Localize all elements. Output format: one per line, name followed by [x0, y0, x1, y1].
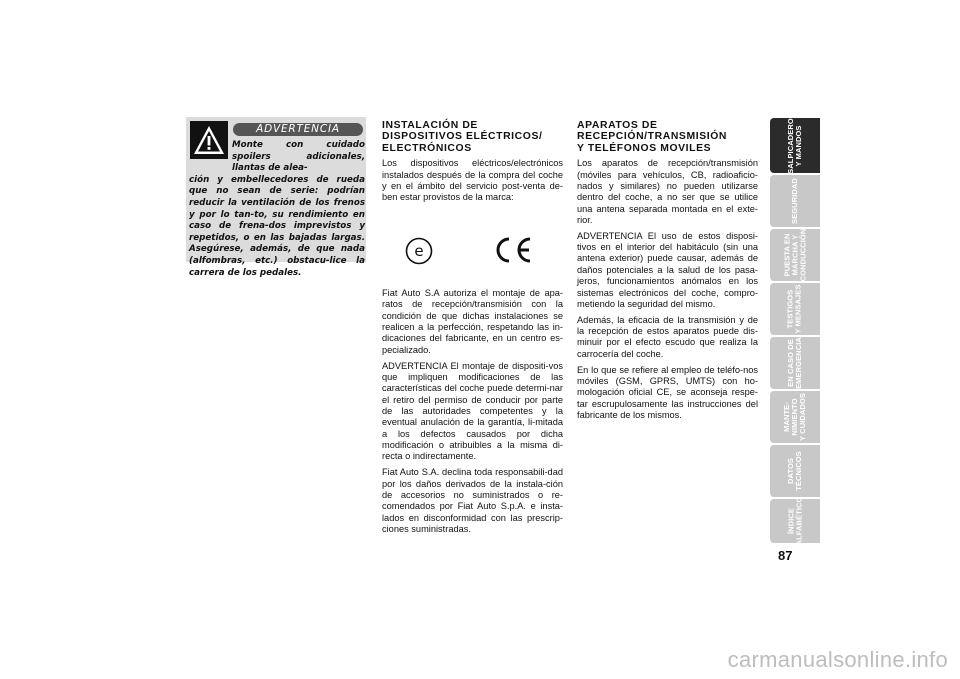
tab-testigos[interactable]: [770, 283, 820, 335]
tab-label: EN CASO DE EMERGENCIA: [786, 337, 803, 389]
tab-seguridad[interactable]: [770, 175, 820, 227]
tab-label: ÍNDICE ALFABÉTICO: [785, 496, 803, 546]
paragraph: En lo que se refiere al empleo de teléfo-nos móviles (GSM, GPRS, UMTS) con ho-mologación oficial CE, se aconseja respe-tar escrupulosamente las instrucciones del fabricante de los mismos.: [577, 364, 758, 420]
column-installation: [382, 120, 563, 540]
section-heading-installation: INSTALACIÓN DE DISPOSITIVOS ELÉCTRICOS/ ELECTRÓNICOS: [382, 120, 543, 154]
tab-datos-tecnicos[interactable]: [770, 445, 820, 497]
tab-indice-alfabetico[interactable]: [770, 496, 820, 546]
page-number: 87: [778, 548, 793, 563]
warning-body: ción y embellecedores de rueda que no sean de serie: podrían reducir la ventilación de los frenos y por lo tan-to, su rendimiento en caso de frena-dos imprevistos y repetidos, o en las bajadas largas. Asegúrese, además, de que nada (alfombras, etc.) obstacu-lice la carrera de los pedales.: [189, 174, 365, 278]
paragraph: Los dispositivos eléctricos/electrónicos instalados después de la compra del coche y en el ámbito del servicio post-venta de-ben estar provistos de la marca:: [382, 158, 563, 203]
tab-label: TESTIGOS Y MENSAJES: [786, 284, 803, 334]
tab-puesta-en-marcha[interactable]: [770, 229, 820, 281]
paragraph: ADVERTENCIA El montaje de dispositi-vos que impliquen modificaciones de las características del coche puede determi-nar el retiro del permiso de conducir por parte de las autoridades competentes y la eventual anulación de la garantía, li-mitada a los defectos causados por dicha modificación o atribuibles a la misma di-recta o indirectamente.: [382, 360, 563, 462]
warning-box: [186, 117, 366, 278]
warning-text: [189, 140, 365, 279]
paragraph: Los aparatos de recepción/transmisión (móviles para vehículos, CB, radioaficio-nados y similares) no pueden utilizarse dentro del coche, a no ser que se utilice una antena separada montada en el exte-rior.: [577, 158, 758, 225]
paragraph: Fiat Auto S.A. declina toda responsabili-dad por los daños derivados de la instala-ción de accesorios no suministrados o re-comendados por Fiat Auto S.p.A. e insta-lados en disconformidad con las prescrip-ciones suministradas.: [382, 467, 563, 534]
tab-salpicadero-y-mandos[interactable]: [770, 118, 820, 173]
column-radio-phones: [577, 120, 758, 426]
paragraph: ADVERTENCIA El uso de estos disposi-tivos en el interior del habitáculo (sin una antena exterior) puede causar, además de daños potenciales a la salud de los pasa-jeros, funcionamientos anómalos en los sistemas electrónicos del coche, compro-metiendo la seguridad del mismo.: [577, 230, 758, 309]
tab-emergencia[interactable]: [770, 337, 820, 389]
paragraph: Fiat Auto S.A autoriza el montaje de apa-ratos de recepción/transmisión con la condición de que dichas instalaciones se realicen a la perfección, respetando las in-dicaciones del fabricante, en un centro es-pecializado.: [382, 288, 563, 355]
paragraph: Además, la eficacia de la transmisión y de la recepción de estos aparatos puede dis-minuir por el efecto escudo que realiza la carrocería del coche.: [577, 314, 758, 359]
tab-label: SALPICADERO Y MANDOS: [786, 117, 803, 174]
warning-title: ADVERTENCIA: [233, 123, 363, 136]
watermark: carmanualsonline.info: [727, 647, 948, 672]
certification-marks: [382, 208, 563, 288]
e-mark-letter: e: [414, 242, 424, 261]
warning-lead: Monte con cuidado spoilers adicionales, llantas de alea-: [232, 140, 365, 174]
e-mark-icon: [404, 236, 434, 270]
tab-mantenimiento[interactable]: [770, 391, 820, 443]
tab-label: DATOS TÉCNICOS: [786, 451, 803, 491]
tab-label: SEGURIDAD: [790, 178, 799, 224]
tab-label: MANTE- NIMIENTO Y CUIDADOS: [781, 393, 807, 441]
tab-label: PUESTA EN MARCHA Y CONDUCCIÓN: [782, 228, 808, 282]
ce-mark-icon: [490, 235, 534, 269]
section-heading-radio: APARATOS DE RECEPCIÓN/TRANSMISIÓN Y TELÉFONOS MOVILES: [577, 120, 727, 154]
